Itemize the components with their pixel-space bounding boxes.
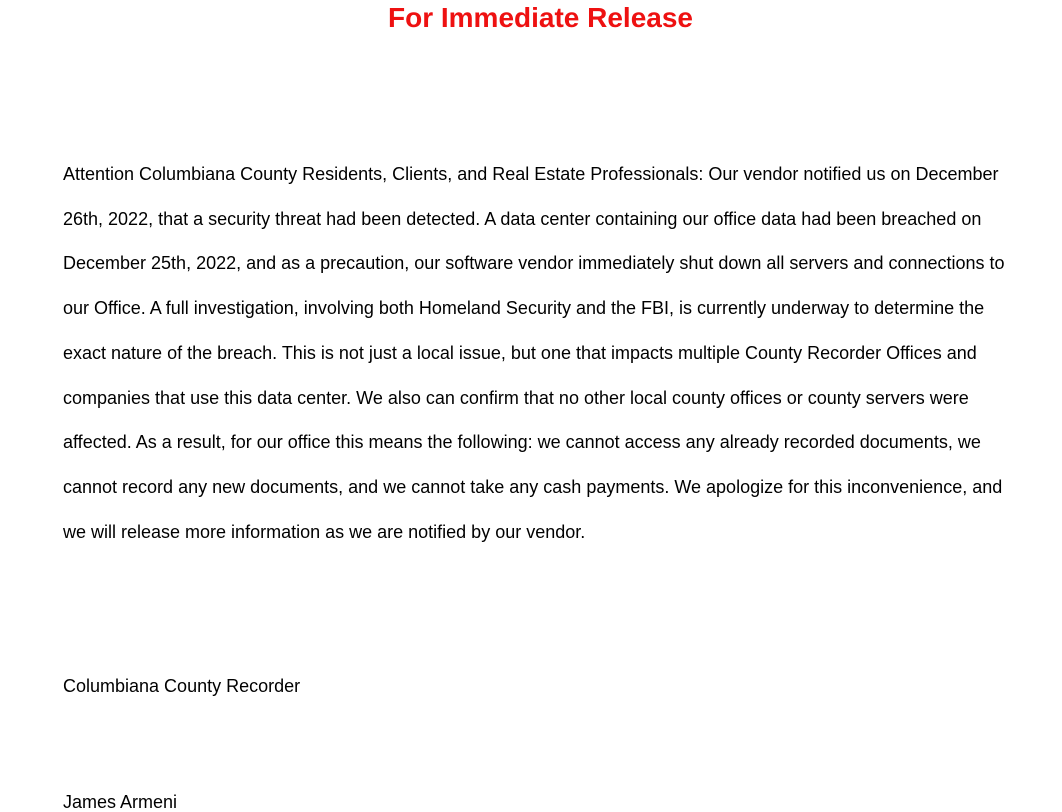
signature-office: Columbiana County Recorder [63, 676, 301, 696]
press-release-title: For Immediate Release [387, 2, 694, 33]
signature-name: James Armeni [63, 792, 178, 812]
press-release-body: Attention Columbiana County Residents, Clients, and Real Estate Professionals: Our vendor notified us on December 26th, 2022, that a security threat had been detected. A data center containing our office data had been breached on December 25th, 2022, and as a precaution, our software vendor immediately shut down all servers and connections to our Office. A full investigation, involving both Homeland Security and the FBI, is currently underway to determine the exact nature of the breach. This is not just a local issue, but one that impacts multiple County Recorder Offices and companies that use this data center. We also can confirm that no other local county offices or county servers were affected. As a result, for our office this means the following: we cannot access any already recorded documents, we cannot record any new documents, and we cannot take any cash payments. We apologize for this inconvenience, and we will release more information as we are notified by our vendor. [63, 164, 1005, 542]
